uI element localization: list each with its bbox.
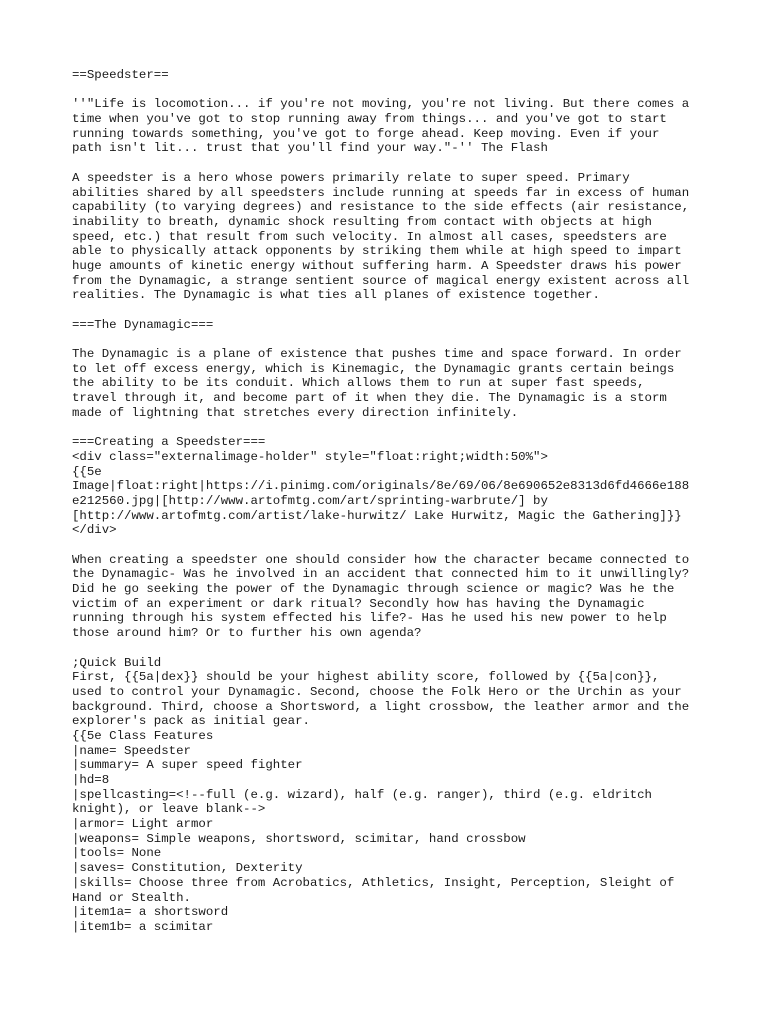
text-line: ===Creating a Speedster=== <box>72 435 266 450</box>
text-line: Did he go seeking the power of the Dynamagic through science or magic? Was he the <box>72 582 675 597</box>
text-line: |skills= Choose three from Acrobatics, Athletics, Insight, Perception, Sleight of <box>72 875 675 890</box>
blank-line <box>72 421 712 436</box>
text-line: capability (to varying degrees) and resistance to the side effects (air resistance, <box>72 200 690 215</box>
blank-line <box>72 538 712 553</box>
text-line: e212560.jpg|[http://www.artofmtg.com/art/sprinting-warbrute/] by <box>72 493 548 508</box>
text-line: from the Dynamagic, a strange sentient source of magical energy existent across all <box>72 273 690 288</box>
text-line: |weapons= Simple weapons, shortsword, scimitar, hand crossbow <box>72 831 526 846</box>
text-line: running through his system effected his life?- Has he used his new power to help <box>72 611 667 626</box>
text-line: |armor= Light armor <box>72 817 214 832</box>
text-line: ===The Dynamagic=== <box>72 317 214 332</box>
text-line: Image|float:right|https://i.pinimg.com/originals/8e/69/06/8e690652e8313d6fd4666e188 <box>72 479 690 494</box>
text-line: used to control your Dynamagic. Second, choose the Folk Hero or the Urchin as your <box>72 684 682 699</box>
text-line: ;Quick Build <box>72 655 162 670</box>
text-line: {{5e <box>72 464 102 479</box>
text-line: knight), or leave blank--> <box>72 802 266 817</box>
text-line: abilities shared by all speedsters include running at speeds far in excess of human <box>72 185 690 200</box>
text-line: travel through it, and become part of it when they die. The Dynamagic is a storm <box>72 391 667 406</box>
text-line: time when you've got to stop running away from things... and you've got to start <box>72 112 667 127</box>
text-line: to let off excess energy, which is Kinemagic, the Dynamagic grants certain beings <box>72 361 675 376</box>
document-page <box>72 68 712 935</box>
text-line: A speedster is a hero whose powers primarily relate to super speed. Primary <box>72 170 630 185</box>
text-line: |item1b= a scimitar <box>72 919 214 934</box>
text-line: running towards something, you've got to forge ahead. Keep moving. Even if your <box>72 126 660 141</box>
text-line: speed, etc.) that result from such velocity. In almost all cases, speedsters are <box>72 229 667 244</box>
text-line: [http://www.artofmtg.com/artist/lake-hurwitz/ Lake Hurwitz, Magic the Gathering]}} <box>72 508 682 523</box>
text-line: ''"Life is locomotion... if you're not moving, you're not living. But there comes a <box>72 97 690 112</box>
text-line: path isn't lit... trust that you'll find your way."-'' The Flash <box>72 141 548 156</box>
text-line: |item1a= a shortsword <box>72 905 229 920</box>
text-line: background. Third, choose a Shortsword, a light crossbow, the leather armor and the <box>72 699 690 714</box>
text-line: |tools= None <box>72 846 162 861</box>
text-line: those around him? Or to further his own agenda? <box>72 626 422 641</box>
text-line: the Dynamagic- Was he involved in an accident that connected him to it unwillingly? <box>72 567 690 582</box>
text-line: huge amounts of kinetic energy without suffering harm. A Speedster draws his power <box>72 258 682 273</box>
text-line: When creating a speedster one should consider how the character became connected to <box>72 552 690 567</box>
blank-line <box>72 332 712 347</box>
text-line: </div> <box>72 523 117 538</box>
text-line: {{5e Class Features <box>72 728 214 743</box>
blank-line <box>72 303 712 318</box>
text-line: |summary= A super speed fighter <box>72 758 303 773</box>
text-line: |name= Speedster <box>72 743 191 758</box>
blank-line <box>72 641 712 656</box>
text-line: First, {{5a|dex}} should be your highest ability score, followed by {{5a|con}}, <box>72 670 660 685</box>
text-line: the ability to be its conduit. Which allows them to run at super fast speeds, <box>72 376 645 391</box>
text-line: able to physically attack opponents by striking them while at high speed to impart <box>72 244 682 259</box>
text-line: made of lightning that stretches every direction infinitely. <box>72 405 519 420</box>
blank-line <box>72 83 712 98</box>
text-line: victim of an experiment or dark ritual? Secondly how has having the Dynamagic <box>72 596 645 611</box>
text-line: realities. The Dynamagic is what ties all planes of existence together. <box>72 288 600 303</box>
text-line: Hand or Stealth. <box>72 890 191 905</box>
text-line: |spellcasting=<!--full (e.g. wizard), half (e.g. ranger), third (e.g. eldritch <box>72 787 652 802</box>
blank-line <box>72 156 712 171</box>
text-line: explorer's pack as initial gear. <box>72 714 310 729</box>
text-line: ==Speedster== <box>72 68 169 82</box>
text-line: |saves= Constitution, Dexterity <box>72 861 303 876</box>
text-line: <div class="externalimage-holder" style="float:right;width:50%"> <box>72 449 548 464</box>
text-line: The Dynamagic is a plane of existence that pushes time and space forward. In order <box>72 347 682 362</box>
text-line: |hd=8 <box>72 773 110 787</box>
text-line: inability to breath, dynamic shock resulting from contact with objects at high <box>72 214 652 229</box>
